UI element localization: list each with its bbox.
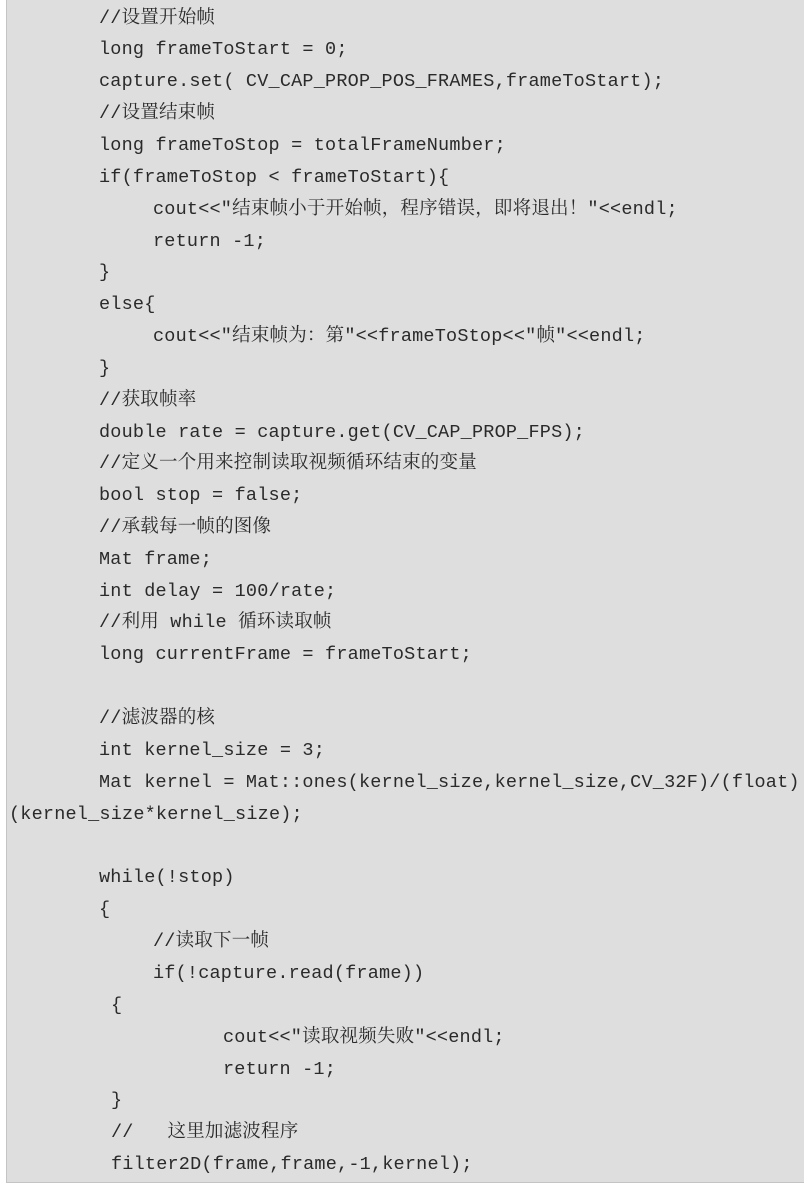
code-line-35: filter2D(frame,frame,-1,kernel); xyxy=(111,1154,473,1175)
code-line-29: if(!capture.read(frame)) xyxy=(153,963,425,984)
code-line-22: //滤波器的核 xyxy=(99,708,216,729)
code-line-5: long frameToStop = totalFrameNumber; xyxy=(99,135,506,156)
code-line-31: cout<<"读取视频失败"<<endl; xyxy=(223,1027,505,1048)
code-line-33: } xyxy=(111,1090,123,1111)
code-line-2: long frameToStart = 0; xyxy=(99,39,348,60)
code-line-11: cout<<"结束帧为：第"<<frameToStop<<"帧"<<endl; xyxy=(153,326,646,347)
code-line-6: if(frameToStop < frameToStart){ xyxy=(99,167,450,188)
code-line-28: //读取下一帧 xyxy=(153,931,270,952)
code-line-25: (kernel_size*kernel_size); xyxy=(9,804,303,825)
code-line-17: //承载每一帧的图像 xyxy=(99,517,272,538)
code-line-12: } xyxy=(99,358,111,379)
code-line-23: int kernel_size = 3; xyxy=(99,740,326,761)
code-line-24: Mat kernel = Mat::ones(kernel_size,kernel_size,CV_32F)/(float) xyxy=(99,772,800,793)
code-line-34: // 这里加滤波程序 xyxy=(111,1122,299,1143)
code-line-27: { xyxy=(99,899,111,920)
code-line-16: bool stop = false; xyxy=(99,485,303,506)
code-line-15: //定义一个用来控制读取视频循环结束的变量 xyxy=(99,453,477,474)
code-line-30: { xyxy=(111,995,123,1016)
code-line-1: //设置开始帧 xyxy=(99,8,216,29)
code-line-14: double rate = capture.get(CV_CAP_PROP_FPS); xyxy=(99,422,585,443)
code-line-8: return -1; xyxy=(153,231,267,252)
code-line-10: else{ xyxy=(99,294,156,315)
code-line-9: } xyxy=(99,262,111,283)
code-block xyxy=(6,0,804,1183)
code-line-21: long currentFrame = frameToStart; xyxy=(99,644,472,665)
code-line-13: //获取帧率 xyxy=(99,390,197,411)
code-line-18: Mat frame; xyxy=(99,549,213,570)
code-line-32: return -1; xyxy=(223,1059,337,1080)
code-line-20: //利用 while 循环读取帧 xyxy=(99,612,332,633)
code-line-19: int delay = 100/rate; xyxy=(99,581,337,602)
code-line-26: while(!stop) xyxy=(99,867,235,888)
code-line-3: capture.set( CV_CAP_PROP_POS_FRAMES,frameToStart); xyxy=(99,71,665,92)
code-line-4: //设置结束帧 xyxy=(99,103,216,124)
code-line-7: cout<<"结束帧小于开始帧，程序错误，即将退出！"<<endl; xyxy=(153,199,678,220)
